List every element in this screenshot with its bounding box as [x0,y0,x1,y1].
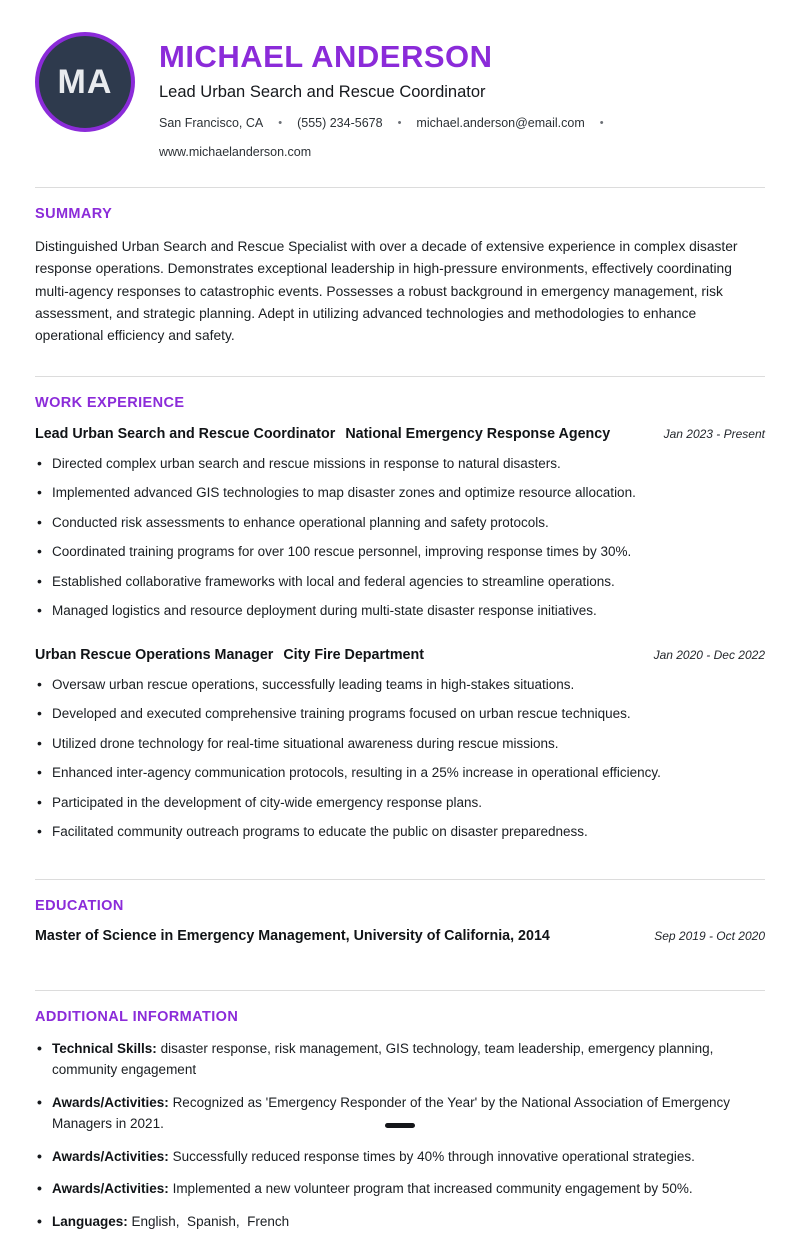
info-item-text: English, Spanish, French [131,1214,290,1230]
additional-info-item [35,1093,765,1135]
job-bullet: • Coordinated training programs for over 100 rescue personnel, improving response times by 30%. [35,542,765,563]
section-summary [35,187,765,348]
info-item-label: Awards/Activities: [52,1094,169,1110]
job-entry [35,425,765,622]
job-bullet: • Participated in the development of city-wide emergency response plans. [35,793,765,814]
job-company: City Fire Department [283,646,424,663]
job-bullet: • Established collaborative frameworks with local and federal agencies to streamline operations. [35,572,765,593]
contact-separator-dot: • [599,117,604,130]
education-dates: Sep 2019 - Oct 2020 [654,928,765,943]
contact-website: www.michaelanderson.com [159,145,312,160]
job-bullet: • Implemented advanced GIS technologies to map disaster zones and optimize resource allocation. [35,483,765,504]
section-work-experience [35,376,765,843]
job-bullet: • Oversaw urban rescue operations, successfully leading teams in high-stakes situations. [35,675,765,696]
job-bullet: • Facilitated community outreach programs to educate the public on disaster preparedness. [35,822,765,843]
job-bullet: • Conducted risk assessments to enhance operational planning and safety protocols. [35,513,765,534]
job-position: Lead Urban Search and Rescue Coordinator [35,425,336,442]
avatar-initials: MA [57,62,113,101]
info-item-label: Awards/Activities: [52,1181,169,1197]
job-bullet: • Utilized drone technology for real-time situational awareness during rescue missions. [35,734,765,755]
contact-separator-dot: • [397,117,402,130]
job-bullet: • Managed logistics and resource deployment during multi-state disaster response initiatives. [35,601,765,622]
candidate-name: MICHAEL ANDERSON [159,39,493,74]
work-experience-heading: WORK EXPERIENCE [35,394,185,411]
job-bullet: • Enhanced inter-agency communication protocols, resulting in a 25% increase in operational efficiency. [35,763,765,784]
candidate-title: Lead Urban Search and Rescue Coordinator [159,83,486,102]
additional-info-item [35,1147,765,1168]
education-entry [35,928,765,954]
job-bullet-list [35,454,765,622]
bottom-edge-marker [385,1123,415,1128]
job-header [35,425,765,443]
additional-information-heading: ADDITIONAL INFORMATION [35,1008,239,1025]
job-header [35,646,765,664]
additional-info-item [35,1212,765,1233]
additional-info-item [35,1039,765,1081]
info-item-text: disaster response, risk management, GIS technology, team leadership, emergency planning, community engagement [52,1040,714,1077]
additional-info-item [35,1179,765,1200]
header-text [159,32,765,159]
info-item-text: Implemented a new volunteer program that increased community engagement by 50%. [172,1181,693,1197]
contact-line [159,116,765,159]
summary-heading: SUMMARY [35,206,113,223]
education-heading: EDUCATION [35,897,124,914]
job-dates: Jan 2020 - Dec 2022 [653,647,765,662]
contact-separator-dot: • [278,117,283,130]
job-position: Urban Rescue Operations Manager [35,646,274,663]
education-degree: Master of Science in Emergency Management, University of California, 2014 [35,927,550,944]
resume-header [35,32,765,159]
job-entry [35,646,765,843]
section-education [35,879,765,954]
job-bullet-list [35,675,765,843]
info-item-text: Successfully reduced response times by 40% through innovative operational strategies. [172,1148,695,1164]
job-bullet: • Directed complex urban search and rescue missions in response to natural disasters. [35,454,765,475]
additional-info-list [35,1039,765,1233]
info-item-label: Technical Skills: [52,1040,157,1056]
info-item-label: Languages: [52,1214,128,1230]
job-title-line [35,646,424,664]
contact-phone: (555) 234-5678 [297,116,383,131]
job-dates: Jan 2023 - Present [663,426,765,441]
job-company: National Emergency Response Agency [345,425,611,442]
summary-text: Distinguished Urban Search and Rescue Specialist with over a decade of extensive experience in complex disaster response operations. Demonstrates exceptional leadership in high-pressure environments, effectively coordinating multi-agency responses to catastrophic events. Possesses a robust background in emergency management, risk assessment, and strategic planning. Adept in utilizing advanced technologies and methodologies to enhance operational efficiency and safety. [35,239,738,344]
info-item-label: Awards/Activities: [52,1148,169,1164]
job-bullet: • Developed and executed comprehensive training programs focused on urban rescue techniques. [35,704,765,725]
avatar [35,32,135,132]
info-item-text: Recognized as 'Emergency Responder of the Year' by the National Association of Emergency Managers in 2021. [52,1094,731,1131]
contact-email: michael.anderson@email.com [416,116,585,131]
section-additional-information [35,990,765,1233]
job-title-line [35,425,610,443]
contact-location: San Francisco, CA [159,116,264,131]
